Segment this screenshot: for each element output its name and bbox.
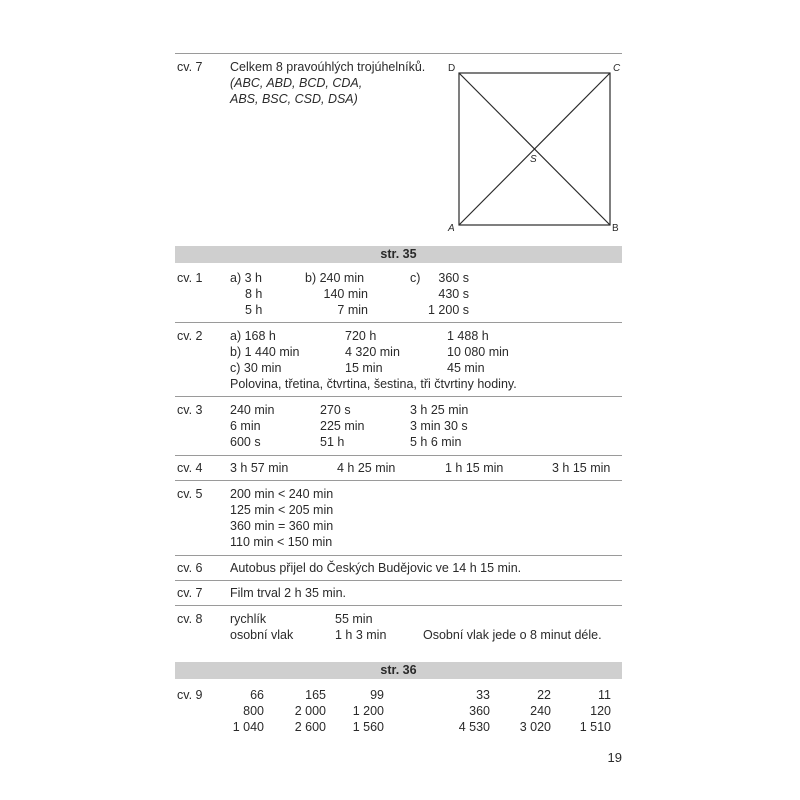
table-cell: 240 xyxy=(530,704,551,718)
answer-cell: 3 h 15 min xyxy=(552,461,611,475)
vertex-label-s: S xyxy=(530,154,537,165)
answer-cell: 6 min xyxy=(230,419,261,433)
square-diagram xyxy=(440,55,630,240)
table-cell: 3 020 xyxy=(519,720,551,734)
answer-cell: 3 h 57 min xyxy=(230,461,289,475)
answer-cell: rychlík xyxy=(230,612,267,626)
exercise-label: cv. 5 xyxy=(177,487,203,501)
answer-cell: 1 200 s xyxy=(427,303,469,317)
answer-line: 110 min < 150 min xyxy=(230,535,333,549)
table-cell: 1 200 xyxy=(352,704,384,718)
answer-cell: a) 3 h xyxy=(230,271,262,285)
answer-cell: 10 080 min xyxy=(447,345,509,359)
answer-cell: 51 h xyxy=(320,435,345,449)
answer-cell: 720 h xyxy=(345,329,377,343)
answer-cell: osobní vlak xyxy=(230,628,294,642)
answer-line: 360 min = 360 min xyxy=(230,519,334,533)
answer-cell: 430 s xyxy=(438,287,469,301)
answer-cell: 15 min xyxy=(345,361,383,375)
table-cell: 120 xyxy=(590,704,611,718)
table-cell: 1 510 xyxy=(579,720,611,734)
exercise-label: cv. 3 xyxy=(177,403,203,417)
answer-cell: 1 h 15 min xyxy=(445,461,504,475)
answer-line: 200 min < 240 min xyxy=(230,487,334,501)
section-header: str. 35 xyxy=(175,246,622,263)
table-cell: 1 560 xyxy=(352,720,384,734)
vertex-label-c: C xyxy=(613,63,621,74)
answer-cell: 1 488 h xyxy=(447,329,489,343)
answer-cell: 45 min xyxy=(447,361,485,375)
answer-cell: 4 320 min xyxy=(345,345,400,359)
answer-cell: b) 1 440 min xyxy=(230,345,300,359)
answer-text: Autobus přijel do Českých Budějovic ve 14 h 15 min. xyxy=(230,561,522,575)
exercise-label: cv. 9 xyxy=(177,688,203,702)
divider xyxy=(175,605,622,606)
exercise-label: cv. 2 xyxy=(177,329,203,343)
table-cell: 800 xyxy=(243,704,264,718)
page-number: 19 xyxy=(607,750,622,765)
table-cell: 99 xyxy=(370,688,384,702)
answer-cell: 360 s xyxy=(438,271,469,285)
answer-cell: 5 h xyxy=(245,303,263,317)
answer-cell: 240 min xyxy=(230,403,275,417)
answer-cell: 5 h 6 min xyxy=(410,435,462,449)
exercise-label: cv. 7 xyxy=(177,586,203,600)
divider xyxy=(175,480,622,481)
table-cell: 2 000 xyxy=(294,704,326,718)
answer-line: 125 min < 205 min xyxy=(230,503,334,517)
table-cell: 2 600 xyxy=(294,720,326,734)
answer-note: Polovina, třetina, čtvrtina, šestina, tři čtvrtiny hodiny. xyxy=(230,377,517,391)
answer-text: Film trval 2 h 35 min. xyxy=(230,586,347,600)
table-cell: 66 xyxy=(250,688,264,702)
answer-text: Celkem 8 pravoúhlých trojúhelníků. xyxy=(230,60,426,74)
exercise-label: cv. 1 xyxy=(177,271,203,285)
answer-text: Osobní vlak jede o 8 minut déle. xyxy=(423,628,602,642)
divider xyxy=(175,580,622,581)
table-cell: 4 530 xyxy=(458,720,490,734)
vertex-label-b: B xyxy=(612,223,619,234)
table-cell: 11 xyxy=(598,688,611,702)
section-header: str. 36 xyxy=(175,662,622,679)
answer-cell: b) 240 min xyxy=(305,271,365,285)
exercise-label: cv. 4 xyxy=(177,461,203,475)
table-cell: 33 xyxy=(476,688,490,702)
answer-cell: 1 h 3 min xyxy=(335,628,387,642)
answer-cell: 3 h 25 min xyxy=(410,403,469,417)
table-cell: 1 040 xyxy=(232,720,264,734)
divider xyxy=(175,396,622,397)
answer-cell: 8 h xyxy=(245,287,263,301)
answer-cell: 7 min xyxy=(337,303,368,317)
vertex-label-d: D xyxy=(448,63,456,74)
answer-cell: a) 168 h xyxy=(230,329,276,343)
answer-text: (ABC, ABD, BCD, CDA, xyxy=(230,76,363,90)
divider xyxy=(175,455,622,456)
table-cell: 360 xyxy=(469,704,490,718)
exercise-label: cv. 7 xyxy=(177,60,203,74)
answer-cell: c) xyxy=(410,271,421,285)
answer-cell: c) 30 min xyxy=(230,361,282,375)
answer-cell: 270 s xyxy=(320,403,351,417)
answer-cell: 3 min 30 s xyxy=(410,419,468,433)
answer-cell: 55 min xyxy=(335,612,373,626)
exercise-label: cv. 8 xyxy=(177,612,203,626)
answer-cell: 140 min xyxy=(323,287,368,301)
top-rule xyxy=(175,53,622,54)
vertex-label-a: A xyxy=(448,223,455,234)
answer-text: ABS, BSC, CSD, DSA) xyxy=(230,92,358,106)
answer-cell: 4 h 25 min xyxy=(337,461,396,475)
divider xyxy=(175,555,622,556)
answer-cell: 600 s xyxy=(230,435,261,449)
exercise-label: cv. 6 xyxy=(177,561,203,575)
table-cell: 22 xyxy=(537,688,551,702)
table-cell: 165 xyxy=(305,688,326,702)
divider xyxy=(175,322,622,323)
answer-cell: 225 min xyxy=(320,419,365,433)
